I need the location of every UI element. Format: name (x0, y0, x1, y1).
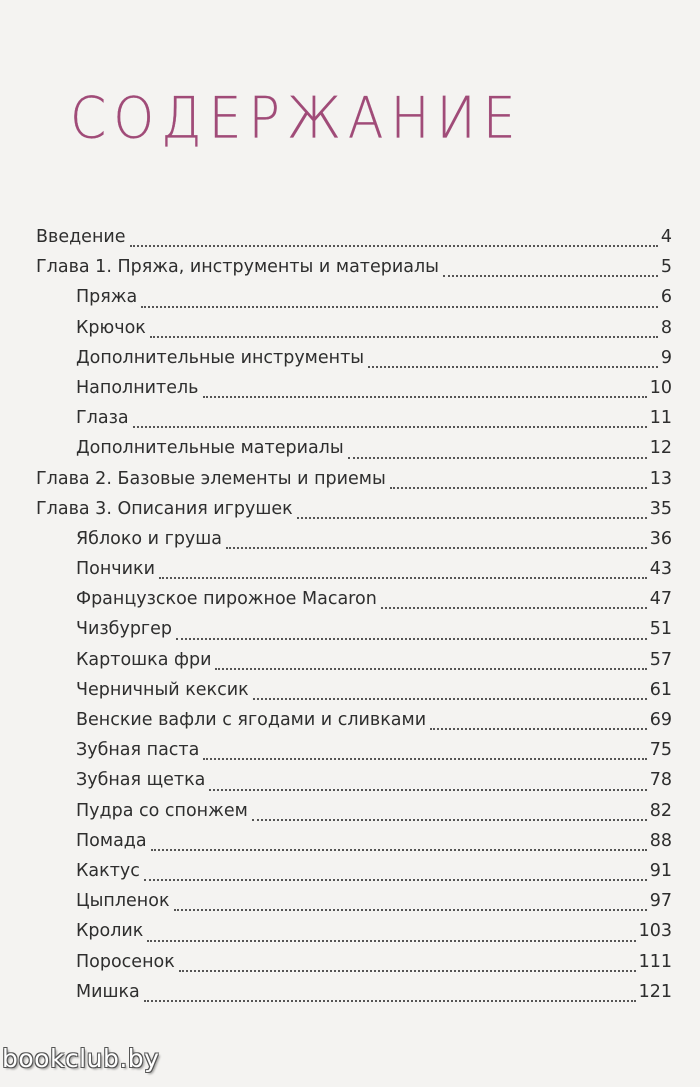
toc-subentry (36, 614, 672, 644)
dot-leader (176, 620, 647, 640)
toc-entry-title: Дополнительные инструменты (76, 347, 365, 368)
toc-page-number: 111 (638, 951, 672, 972)
toc-subentry (36, 675, 672, 705)
toc-entry-title: Пряжа (76, 287, 138, 308)
toc-subentry (36, 796, 672, 826)
toc-subentry (36, 343, 672, 373)
toc-page-number: 103 (638, 921, 672, 942)
toc-subentry (36, 916, 672, 946)
toc-entry (36, 222, 672, 252)
table-of-contents (36, 222, 672, 1007)
page-title: СОДЕРЖАНИЕ (70, 86, 523, 152)
toc-subentry (36, 947, 672, 977)
toc-subentry (36, 645, 672, 675)
toc-page-number: 10 (649, 377, 672, 398)
dot-leader (141, 288, 658, 308)
toc-entry-title: Кактус (76, 860, 140, 881)
toc-subentry (36, 826, 672, 856)
toc-entry-title: Глаза (76, 408, 129, 429)
toc-subentry (36, 765, 672, 795)
toc-subentry (36, 554, 672, 584)
toc-entry-title: Введение (36, 227, 126, 247)
dot-leader (144, 861, 647, 881)
toc-subentry (36, 524, 672, 554)
watermark: bookclub.by (2, 1044, 160, 1073)
toc-subentry (36, 313, 672, 343)
toc-entry-title: Яблоко и груша (76, 528, 223, 549)
dot-leader (430, 710, 647, 730)
toc-entry (36, 252, 672, 282)
toc-page-number: 5 (660, 257, 672, 278)
toc-entry-title: Дополнительные материалы (76, 438, 344, 459)
toc-subentry (36, 977, 672, 1007)
toc-subentry (36, 433, 672, 463)
dot-leader (179, 952, 636, 972)
toc-entry-title: Цыпленок (76, 891, 170, 912)
toc-page-number: 47 (649, 589, 672, 610)
toc-subentry (36, 735, 672, 765)
toc-entry-title: Французское пирожное Macaron (76, 589, 377, 610)
toc-page-number: 57 (649, 649, 672, 670)
toc-subentry (36, 584, 672, 614)
toc-page-number: 35 (649, 498, 672, 519)
dot-leader (348, 439, 647, 459)
toc-page-number: 69 (649, 710, 672, 730)
toc-entry-title: Глава 3. Описания игрушек (36, 498, 293, 519)
toc-page-number: 91 (649, 860, 672, 881)
dot-leader (215, 650, 646, 670)
toc-entry-title: Венские вафли с ягодами и сливками (76, 710, 427, 730)
dot-leader (151, 831, 647, 851)
toc-subentry (36, 373, 672, 403)
dot-leader (252, 801, 647, 821)
dot-leader (203, 378, 647, 398)
toc-entry-title: Черничный кексик (76, 679, 249, 700)
dot-leader (130, 227, 658, 247)
toc-entry-title: Глава 1. Пряжа, инструменты и материалы (36, 257, 439, 278)
toc-subentry (36, 886, 672, 916)
toc-entry-title: Кролик (76, 921, 144, 942)
toc-page-number: 43 (649, 559, 672, 580)
toc-page-number: 13 (649, 468, 672, 489)
dot-leader (253, 680, 647, 700)
toc-page-number: 51 (649, 619, 672, 640)
toc-subentry (36, 403, 672, 433)
dot-leader (381, 589, 647, 609)
dot-leader (368, 348, 658, 368)
toc-entry-title: Помада (76, 830, 147, 851)
toc-page-number: 6 (660, 287, 672, 308)
toc-subentry (36, 282, 672, 312)
toc-entry-title: Пудра со спонжем (76, 800, 248, 821)
dot-leader (147, 922, 635, 942)
dot-leader (159, 559, 647, 579)
dot-leader (297, 499, 647, 519)
toc-page-number: 97 (649, 891, 672, 912)
toc-page-number: 78 (649, 770, 672, 791)
toc-entry-title: Зубная щетка (76, 770, 206, 791)
dot-leader (174, 891, 647, 911)
toc-entry (36, 464, 672, 494)
toc-page-number: 11 (649, 408, 672, 429)
toc-entry-title: Чизбургер (76, 619, 173, 640)
toc-page-number: 88 (649, 830, 672, 851)
toc-page-number: 4 (660, 227, 672, 247)
toc-page-number: 36 (649, 528, 672, 549)
toc-entry (36, 494, 672, 524)
toc-page-number: 121 (638, 981, 672, 1002)
toc-entry-title: Картошка фри (76, 649, 212, 670)
toc-entry-title: Крючок (76, 317, 146, 338)
toc-page-number: 61 (649, 679, 672, 700)
dot-leader (133, 408, 647, 428)
toc-page-number: 75 (649, 740, 672, 761)
dot-leader (150, 318, 658, 338)
dot-leader (209, 771, 646, 791)
toc-subentry (36, 856, 672, 886)
dot-leader (390, 469, 647, 489)
toc-page-number: 9 (660, 347, 672, 368)
toc-entry-title: Мишка (76, 981, 140, 1002)
toc-entry-title: Пончики (76, 559, 155, 580)
toc-page-number: 12 (649, 438, 672, 459)
toc-subentry (36, 705, 672, 735)
toc-page-number: 82 (649, 800, 672, 821)
toc-entry-title: Наполнитель (76, 377, 199, 398)
toc-entry-title: Поросенок (76, 951, 175, 972)
toc-entry-title: Глава 2. Базовые элементы и приемы (36, 468, 386, 489)
toc-page-number: 8 (660, 317, 672, 338)
dot-leader (443, 257, 658, 277)
dot-leader (203, 740, 646, 760)
dot-leader (144, 982, 636, 1002)
toc-entry-title: Зубная паста (76, 740, 200, 761)
dot-leader (226, 529, 647, 549)
